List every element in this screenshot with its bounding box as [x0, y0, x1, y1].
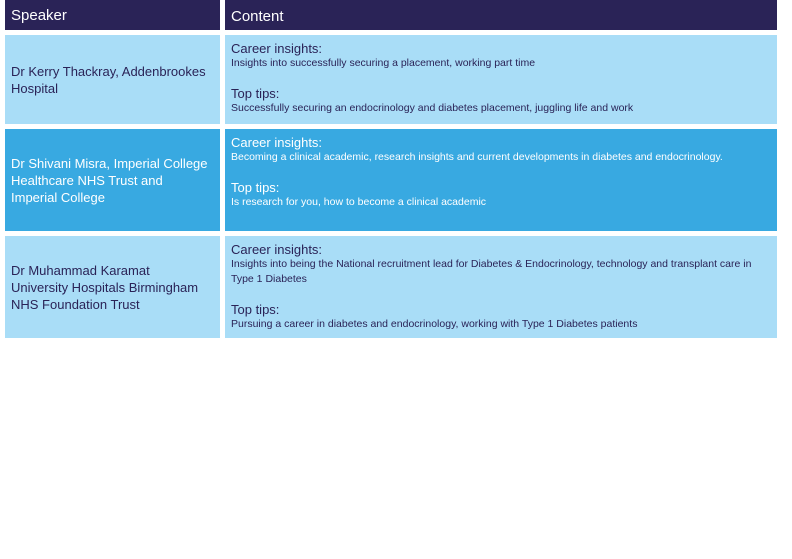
career-insights-text: Insights into being the National recruitment lead for Diabetes & Endocrinology, technology and transplant care in Type 1 Diabetes [231, 258, 752, 285]
career-insights-label: Career insights: [231, 242, 323, 257]
speaker-table [5, 0, 777, 343]
table-header [5, 0, 777, 30]
top-tips-text: Is research for you, how to become a clinical academic [231, 196, 487, 208]
speaker-cell [5, 35, 220, 124]
table-row [5, 35, 777, 124]
speaker-name: Dr Muhammad Karamat University Hospitals Birmingham NHS Foundation Trust [11, 262, 199, 312]
career-insights-text: Insights into successfully securing a placement, working part time [231, 57, 536, 69]
speaker-name: Dr Shivani Misra, Imperial College Healthcare NHS Trust and Imperial College [11, 155, 208, 205]
content-cell [225, 129, 777, 231]
table-row [5, 236, 777, 338]
top-tips-label: Top tips: [231, 302, 280, 317]
table-row [5, 129, 777, 231]
content-cell [225, 35, 777, 124]
speaker-cell [5, 236, 220, 338]
speaker-cell [5, 129, 220, 231]
career-insights-label: Career insights: [231, 41, 323, 56]
top-tips-label: Top tips: [231, 180, 280, 195]
header-content: Content [225, 0, 777, 30]
top-tips-text: Pursuing a career in diabetes and endocrinology, working with Type 1 Diabetes patients [231, 318, 638, 330]
speaker-name: Dr Kerry Thackray, Addenbrookes Hospital [11, 63, 206, 96]
career-insights-label: Career insights: [231, 135, 323, 150]
content-cell [225, 236, 777, 338]
career-insights-text: Becoming a clinical academic, research insights and current developments in diabetes and endocrinology. [231, 151, 723, 163]
top-tips-text: Successfully securing an endocrinology and diabetes placement, juggling life and work [231, 102, 634, 114]
header-speaker: Speaker [5, 0, 220, 30]
top-tips-label: Top tips: [231, 86, 280, 101]
